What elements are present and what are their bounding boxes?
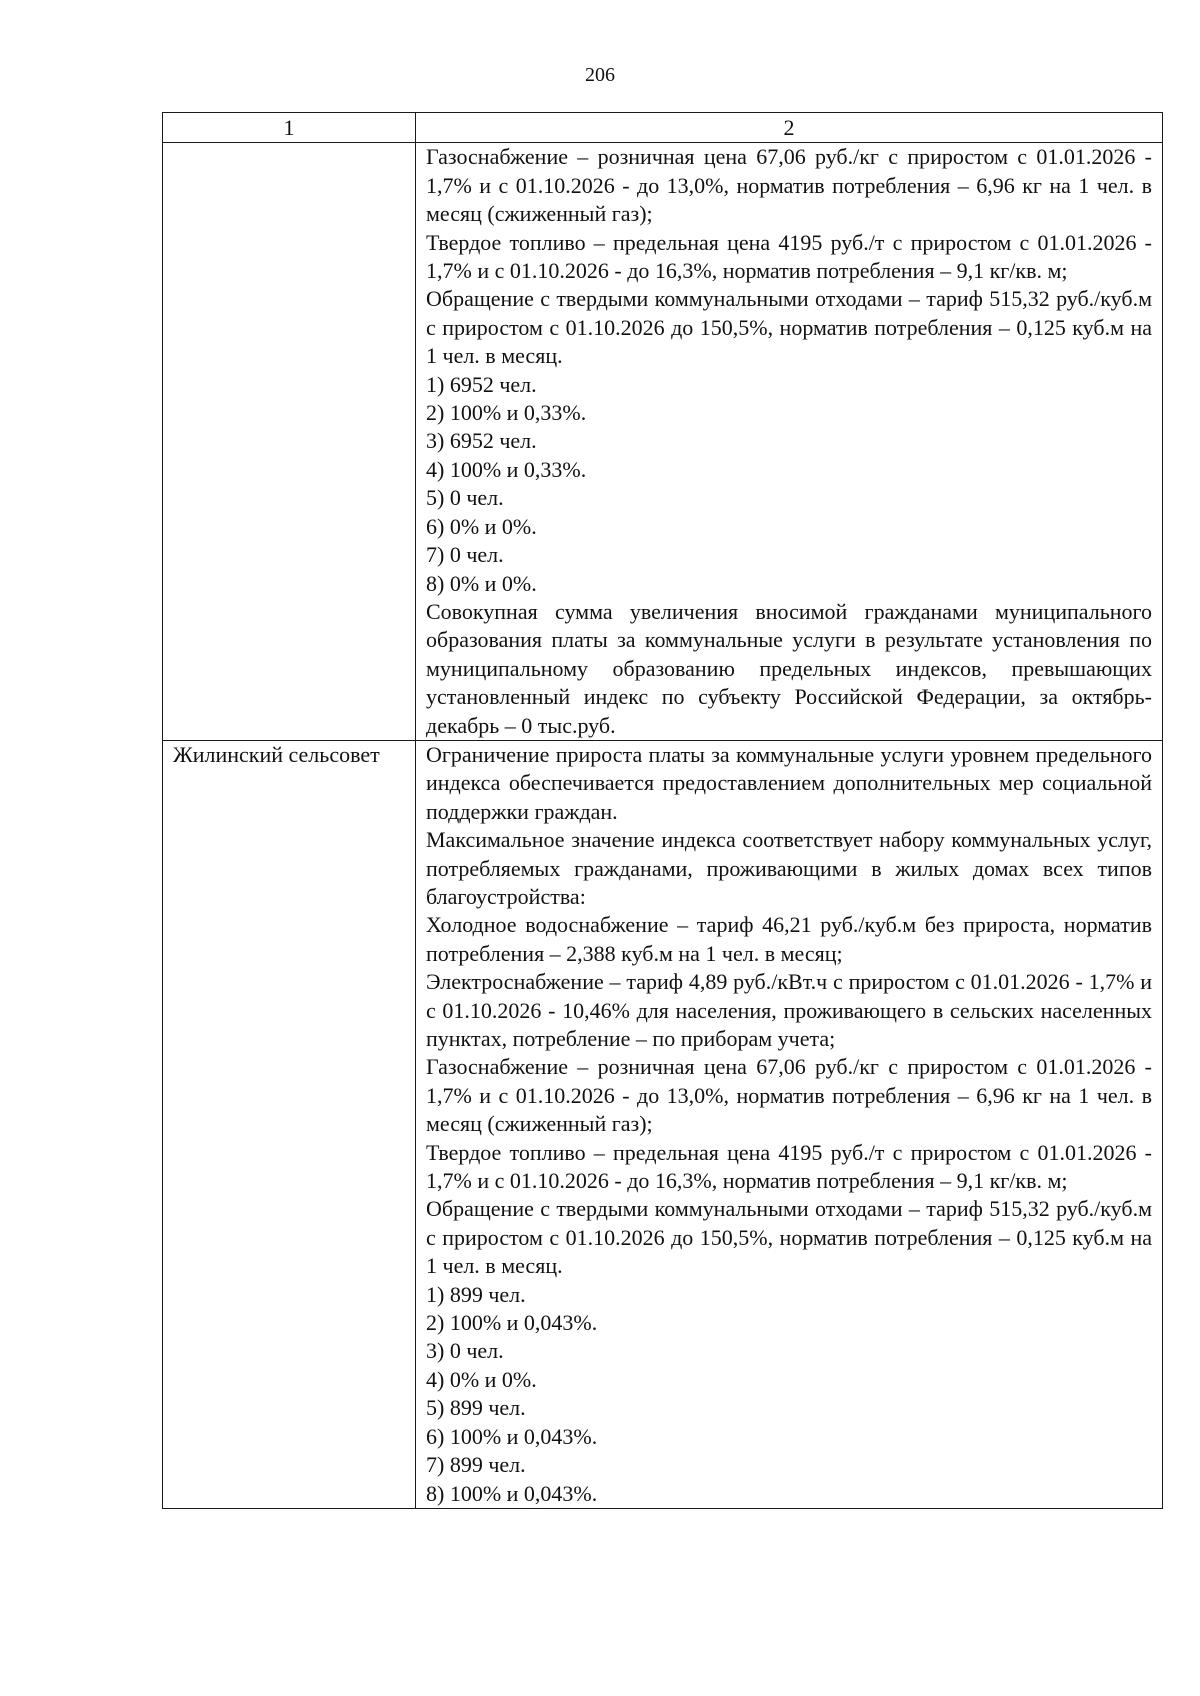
list-item: 8) 0% и 0%.	[426, 570, 537, 596]
municipality-cell	[163, 143, 416, 741]
list-item: 4) 0% и 0%.	[426, 1366, 537, 1392]
paragraph: Обращение с твердыми коммунальными отходами – тариф 515,32 руб./куб.м с приростом с 01.10.2026 до 150,5%, норматив потребления – 0,125 куб.м на 1 чел. в месяц.	[426, 286, 1152, 369]
paragraph: Обращение с твердыми коммунальными отходами – тариф 515,32 руб./куб.м с приростом с 01.10.2026 до 150,5%, норматив потребления – 0,125 куб.м на 1 чел. в месяц.	[426, 1196, 1152, 1279]
paragraph: Совокупная сумма увеличения вносимой гражданами муниципального образования платы за коммунальные услуги в результате установления по муниципальному образованию предельных индексов, превышающих установленный индекс по субъекту Российской Федерации, за октябрь-декабрь – 0 тыс.руб.	[426, 598, 1152, 738]
list-item: 1) 6952 чел.	[426, 371, 537, 397]
document-table	[162, 112, 1163, 1509]
list-item: 2) 100% и 0,043%.	[426, 1310, 598, 1336]
list-item: 6) 100% и 0,043%.	[426, 1423, 598, 1449]
municipality-cell: Жилинский сельсовет	[163, 740, 416, 1508]
list-item: 1) 899 чел.	[426, 1281, 526, 1307]
description-cell	[416, 740, 1163, 1508]
table-body	[163, 143, 1163, 1509]
list-item: 7) 899 чел.	[426, 1452, 526, 1478]
paragraph: Холодное водоснабжение – тариф 46,21 руб./куб.м без прироста, норматив потребления – 2,388 куб.м на 1 чел. в месяц;	[426, 912, 1152, 966]
paragraph: Электроснабжение – тариф 4,89 руб./кВт.ч с приростом с 01.01.2026 - 1,7% и с 01.10.2026 - 10,46% для населения, проживающего в сельских населенных пунктах, потребление – по приборам учета;	[426, 969, 1152, 1051]
description-cell	[416, 143, 1163, 741]
paragraph: Твердое топливо – предельная цена 4195 руб./т с приростом с 01.01.2026 - 1,7% и с 01.10.2026 - до 16,3%, норматив потребления – 9,1 кг/кв. м;	[426, 229, 1152, 284]
list-item: 8) 100% и 0,043%.	[426, 1480, 598, 1506]
list-item: 2) 100% и 0,33%.	[426, 400, 587, 426]
list-item: 4) 100% и 0,33%.	[426, 456, 587, 482]
list-item: 5) 0 чел.	[426, 485, 504, 511]
list-item: 5) 899 чел.	[426, 1395, 526, 1421]
paragraph: Газоснабжение – розничная цена 67,06 руб./кг с приростом с 01.01.2026 - 1,7% и с 01.10.2026 - до 13,0%, норматив потребления – 6,96 кг на 1 чел. в месяц (сжиженный газ);	[426, 1054, 1152, 1137]
column-header-1: 1	[163, 113, 416, 143]
page-number: 206	[585, 64, 615, 86]
table-header-row	[163, 113, 1163, 143]
paragraph: Ограничение прироста платы за коммунальные услуги уровнем предельного индекса обеспечивается предоставлением дополнительных мер социальной поддержки граждан.	[426, 741, 1152, 824]
list-item: 3) 0 чел.	[426, 1338, 504, 1364]
table-row	[163, 740, 1163, 1508]
paragraph: Газоснабжение – розничная цена 67,06 руб./кг с приростом с 01.01.2026 - 1,7% и с 01.10.2026 - до 13,0%, норматив потребления – 6,96 кг на 1 чел. в месяц (сжиженный газ);	[426, 144, 1152, 227]
table-row	[163, 143, 1163, 741]
paragraph: Максимальное значение индекса соответствует набору коммунальных услуг, потребляемых гражданами, проживающими в жилых домах всех типов благоустройства:	[426, 827, 1152, 909]
paragraph: Твердое топливо – предельная цена 4195 руб./т с приростом с 01.01.2026 - 1,7% и с 01.10.2026 - до 16,3%, норматив потребления – 9,1 кг/кв. м;	[426, 1139, 1152, 1194]
list-item: 7) 0 чел.	[426, 542, 504, 568]
column-header-2: 2	[416, 113, 1163, 143]
list-item: 6) 0% и 0%.	[426, 513, 537, 539]
list-item: 3) 6952 чел.	[426, 428, 537, 454]
